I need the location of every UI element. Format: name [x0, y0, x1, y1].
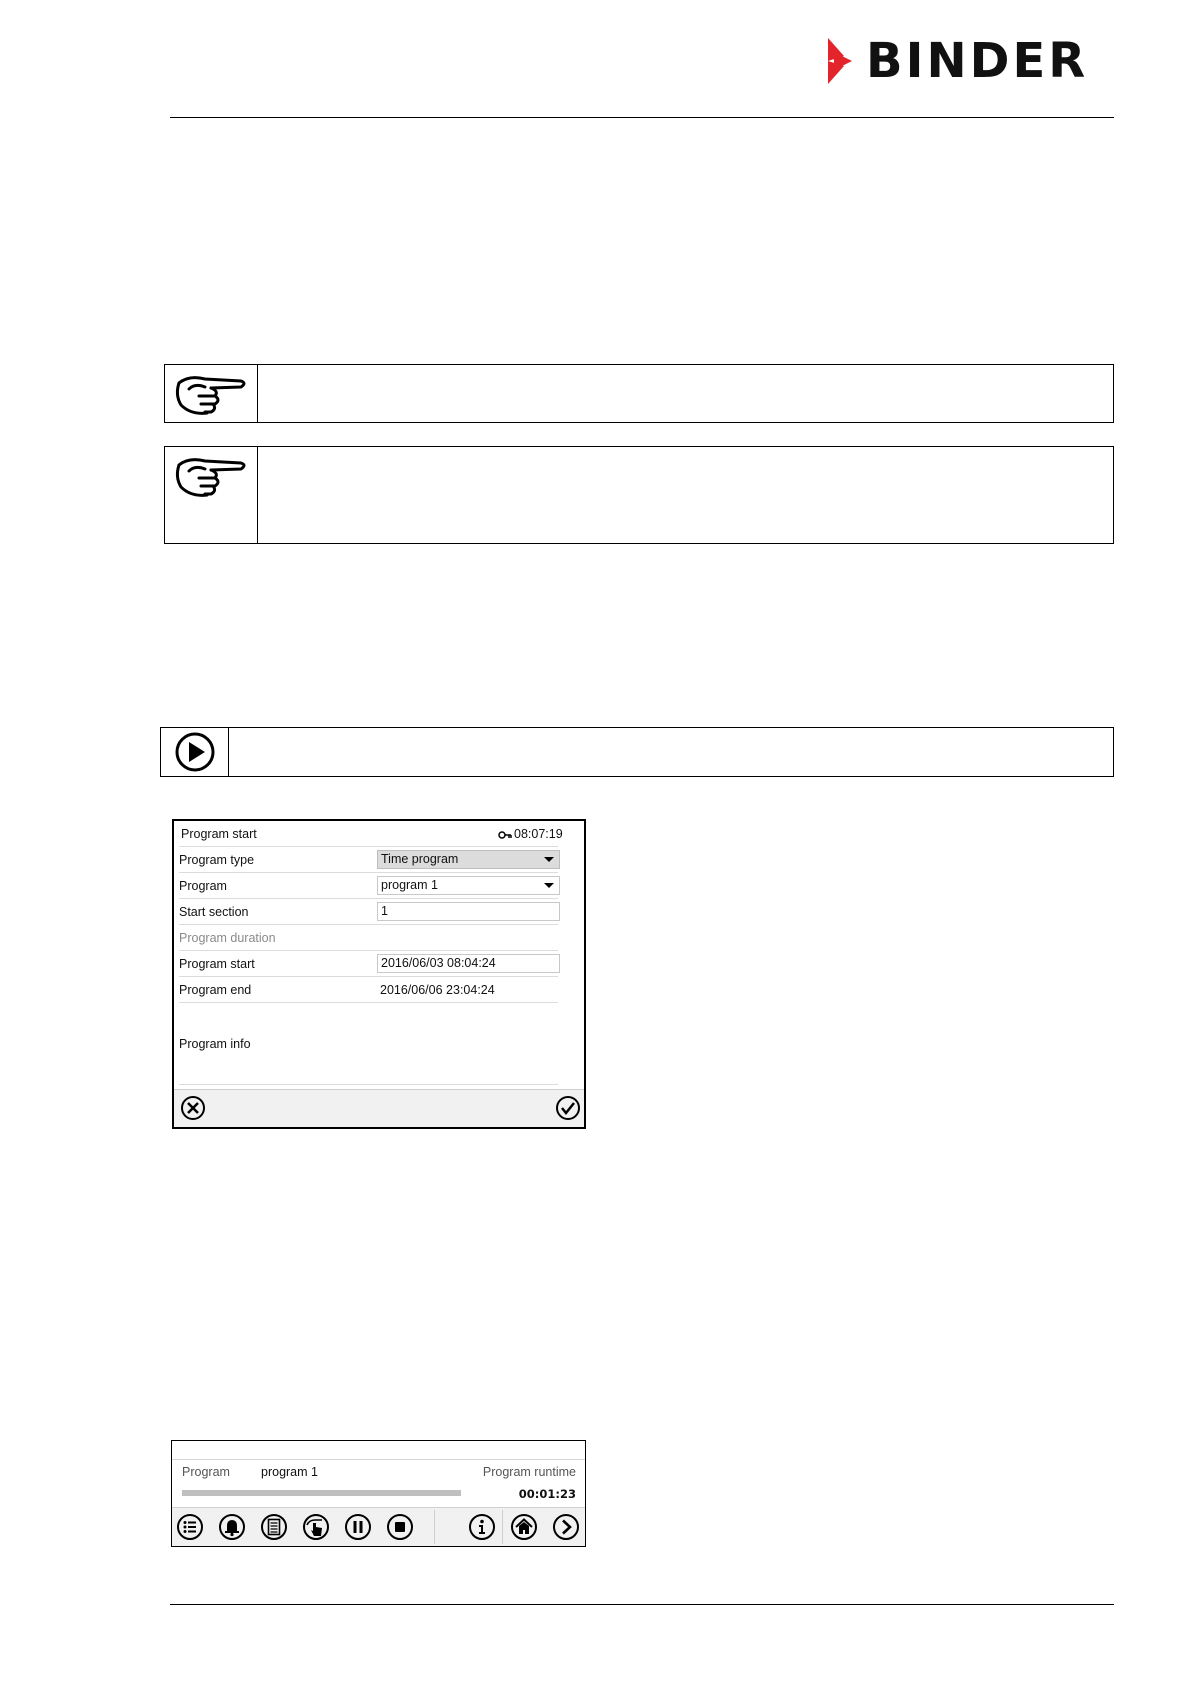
logo-text: BINDER: [866, 33, 1089, 89]
dropdown-caret-icon: [544, 857, 554, 862]
program-start-screen: [172, 819, 586, 1129]
binder-logo: [826, 33, 1116, 89]
event-list-icon[interactable]: [261, 1514, 287, 1540]
row-label: Program duration: [179, 931, 276, 945]
play-icon: [173, 732, 217, 772]
program-info-label: Program info: [179, 1037, 251, 1051]
info-divider: [179, 1084, 558, 1085]
runtime-label: Program runtime: [482, 1465, 576, 1479]
row-label: Program start: [179, 957, 255, 971]
program-running-screen: [171, 1440, 586, 1547]
progress-bar: [182, 1490, 461, 1496]
row-program: [179, 873, 558, 899]
runtime-value: 00:01:23: [518, 1487, 576, 1501]
input-value: 1: [381, 904, 388, 918]
row-label: Program end: [179, 983, 252, 997]
program-select[interactable]: [377, 876, 560, 895]
menu-list-icon[interactable]: [177, 1514, 203, 1540]
select-value: Time program: [381, 852, 459, 866]
row-label: Start section: [179, 905, 249, 919]
toolbar-divider: [434, 1510, 435, 1544]
key-lock-icon: [498, 829, 512, 841]
toolbar-divider: [502, 1510, 503, 1544]
input-value: 2016/06/03 08:04:24: [381, 956, 496, 970]
touch-icon[interactable]: [303, 1514, 329, 1540]
note-icon-cell: [165, 365, 258, 422]
note-box-2: [164, 446, 1114, 544]
top-divider: [172, 1459, 585, 1460]
clock-time: 08:07:19: [514, 827, 563, 841]
cancel-icon[interactable]: [180, 1095, 206, 1121]
button-bar: [174, 1089, 584, 1127]
toolbar: [172, 1507, 585, 1546]
note-icon-cell: [165, 447, 258, 543]
select-value: program 1: [381, 878, 438, 892]
next-icon[interactable]: [553, 1514, 579, 1540]
info-icon[interactable]: [469, 1514, 495, 1540]
row-program-type: [179, 847, 558, 873]
screen-title: Program start: [181, 827, 257, 841]
pause-icon[interactable]: [345, 1514, 371, 1540]
footer-rule: [170, 1604, 1114, 1605]
note-box-1: [164, 364, 1114, 423]
stop-icon[interactable]: [387, 1514, 413, 1540]
header-rule: [170, 117, 1114, 118]
row-label: Program type: [179, 853, 255, 867]
row-program-end: [179, 977, 558, 1003]
row-start-section: [179, 899, 558, 925]
home-icon[interactable]: [511, 1514, 537, 1540]
program-label: Program: [182, 1465, 230, 1479]
program-start-input[interactable]: [377, 954, 560, 973]
alarm-bell-icon[interactable]: [219, 1514, 245, 1540]
row-label: Program: [179, 879, 227, 893]
confirm-icon[interactable]: [555, 1095, 581, 1121]
logo-mark-icon: [826, 38, 860, 84]
step-box: [160, 727, 1114, 777]
pointing-hand-icon: [171, 451, 251, 501]
program-name: program 1: [261, 1465, 318, 1479]
program-type-select[interactable]: [377, 850, 560, 869]
step-icon-cell: [161, 728, 229, 776]
start-section-input[interactable]: [377, 902, 560, 921]
program-end-value: 2016/06/06 23:04:24: [380, 983, 495, 997]
pointing-hand-icon: [171, 369, 251, 419]
row-program-start: [179, 951, 558, 977]
row-program-duration: [179, 925, 558, 951]
dropdown-caret-icon: [544, 883, 554, 888]
